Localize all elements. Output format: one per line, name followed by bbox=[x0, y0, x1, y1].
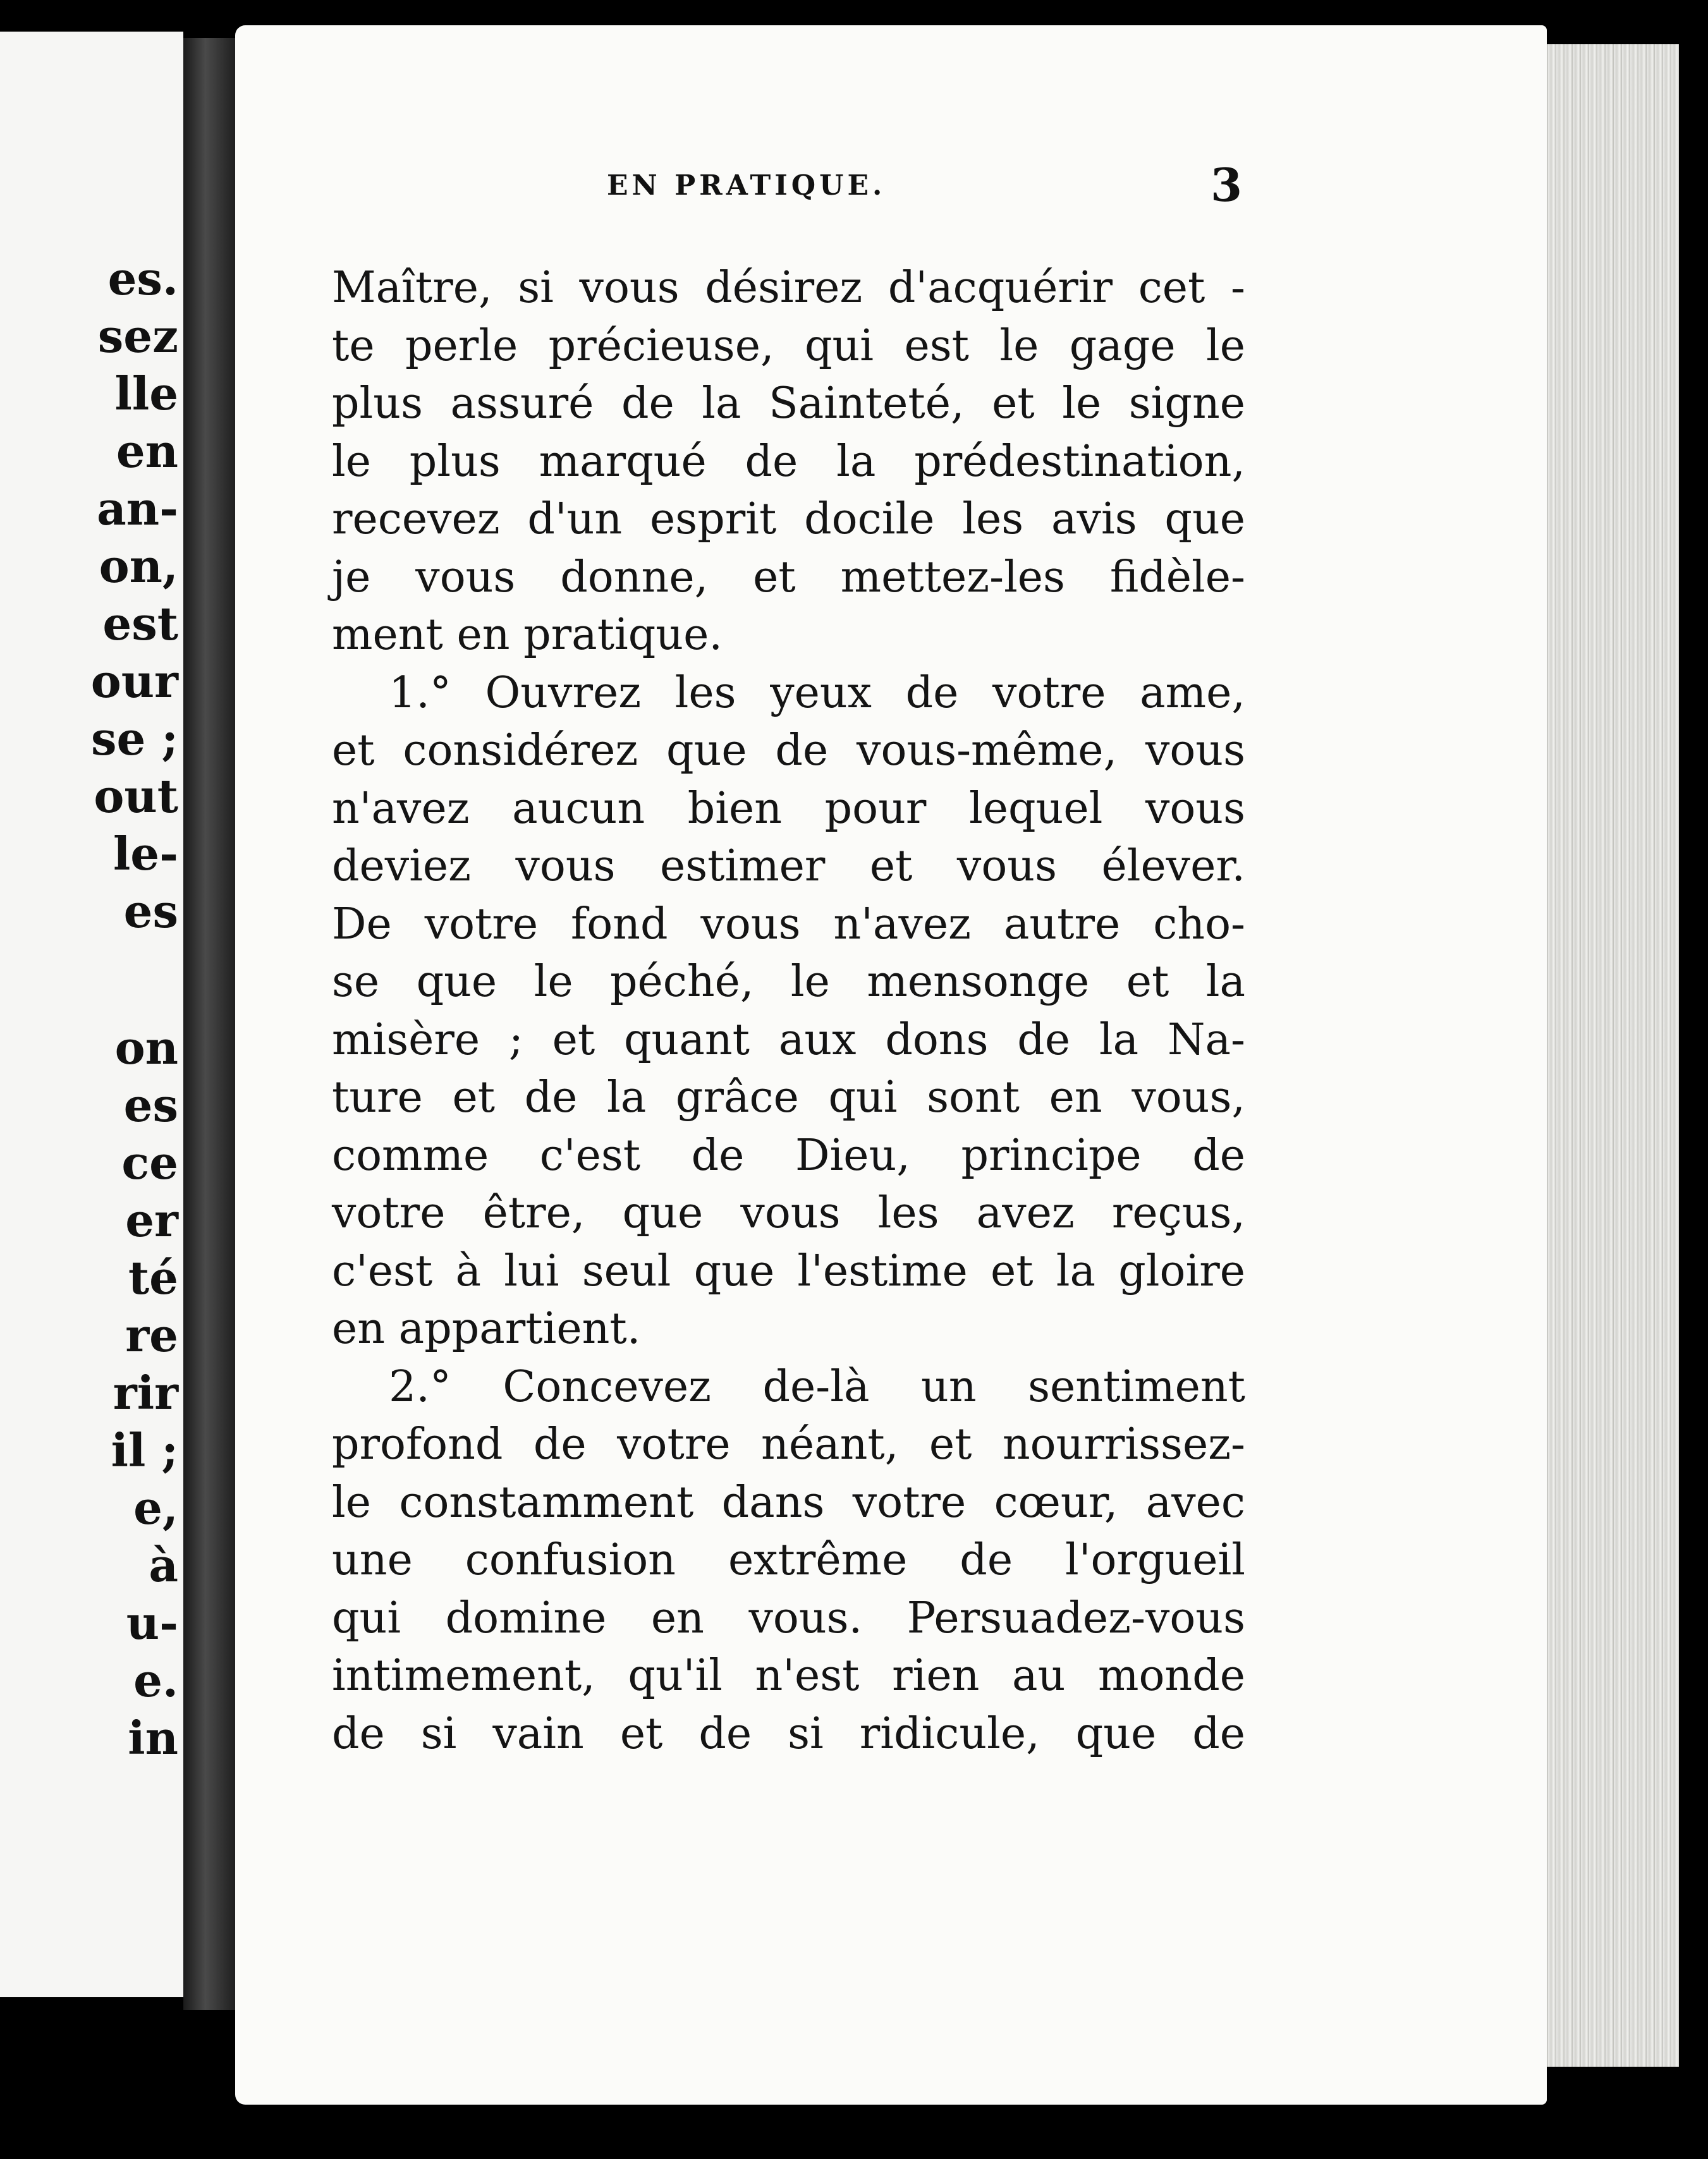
text-line: De votre fond vous n'avez autre cho- bbox=[332, 899, 1245, 949]
text-line: se que le péché, le mensonge et la bbox=[332, 957, 1245, 1007]
text-line: et considérez que de vous-même, vous bbox=[332, 726, 1245, 775]
book-page-edge bbox=[1536, 44, 1679, 2067]
text-line: le constamment dans votre cœur, avec bbox=[332, 1477, 1245, 1528]
text-line: intimement, qu'il n'est rien au monde bbox=[332, 1651, 1245, 1701]
text-line: n'avez aucun bien pour lequel vous bbox=[332, 783, 1245, 834]
text-line: le plus marqué de la prédestination, bbox=[332, 436, 1245, 487]
fragment-line: est bbox=[102, 597, 178, 650]
fragment-line: lle bbox=[114, 367, 178, 420]
previous-page-line-endings bbox=[91, 250, 178, 1767]
text-line: votre être, que vous les avez reçus, bbox=[332, 1188, 1245, 1238]
paragraph-gap bbox=[91, 940, 178, 1019]
fragment-line: té bbox=[128, 1251, 178, 1305]
previous-page-fragment bbox=[0, 32, 183, 1997]
text-line: 2.° Concevez de-là un sentiment bbox=[389, 1361, 1245, 1412]
text-line: de si vain et de si ridicule, que de bbox=[332, 1708, 1245, 1759]
fragment-line: er bbox=[125, 1193, 178, 1247]
fragment-line: on bbox=[114, 1021, 178, 1074]
page-number: 3 bbox=[1211, 158, 1243, 212]
fragment-line: e. bbox=[133, 1653, 178, 1707]
fragment-line: es. bbox=[107, 252, 178, 305]
text-line: qui domine en vous. Persuadez-vous bbox=[332, 1593, 1245, 1643]
text-line: une confusion extrême de l'orgueil bbox=[332, 1535, 1245, 1585]
fragment-line: es bbox=[123, 884, 178, 938]
text-line: 1.° Ouvrez les yeux de votre ame, bbox=[389, 667, 1245, 718]
fragment-line: out bbox=[94, 769, 178, 823]
fragment-line: à bbox=[149, 1538, 178, 1592]
text-line: Maître, si vous désirez d'acquérir cet - bbox=[332, 263, 1245, 313]
text-line: deviez vous estimer et vous élever. bbox=[332, 841, 1245, 891]
fragment-line: sez bbox=[97, 309, 178, 363]
text-line: te perle précieuse, qui est le gage le bbox=[332, 320, 1245, 371]
text-line: je vous donne, et mettez-les fidèle- bbox=[332, 552, 1245, 602]
fragment-line: es bbox=[123, 1078, 178, 1132]
fragment-line: le- bbox=[113, 827, 178, 880]
fragment-line: ce bbox=[121, 1136, 178, 1189]
text-line: recevez d'un esprit docile les avis que bbox=[332, 494, 1245, 544]
text-line: en appartient. bbox=[332, 1304, 641, 1354]
fragment-line: in bbox=[128, 1711, 178, 1765]
text-line: comme c'est de Dieu, principe de bbox=[332, 1130, 1245, 1181]
fragment-line: se ; bbox=[91, 712, 178, 765]
fragment-line: e, bbox=[133, 1481, 178, 1535]
text-line: c'est à lui seul que l'estime et la gloire bbox=[332, 1246, 1245, 1296]
fragment-line: en bbox=[116, 424, 178, 478]
fragment-line: our bbox=[90, 654, 178, 708]
text-line: ment en pratique. bbox=[332, 610, 723, 660]
text-line: misère ; et quant aux dons de la Na- bbox=[332, 1014, 1245, 1065]
fragment-line: u- bbox=[126, 1596, 178, 1650]
text-line: profond de votre néant, et nourrissez- bbox=[332, 1420, 1245, 1469]
fragment-line: an- bbox=[97, 482, 178, 535]
running-head: EN PRATIQUE. bbox=[607, 169, 886, 202]
fragment-line: on, bbox=[99, 539, 178, 593]
fragment-line: re bbox=[125, 1308, 178, 1362]
page-body-text bbox=[332, 259, 1245, 1763]
text-line: plus assuré de la Sainteté, et le signe bbox=[332, 379, 1245, 429]
fragment-line: il ; bbox=[111, 1423, 178, 1477]
text-line: ture et de la grâce qui sont en vous, bbox=[332, 1073, 1245, 1122]
fragment-line: rir bbox=[113, 1366, 178, 1420]
